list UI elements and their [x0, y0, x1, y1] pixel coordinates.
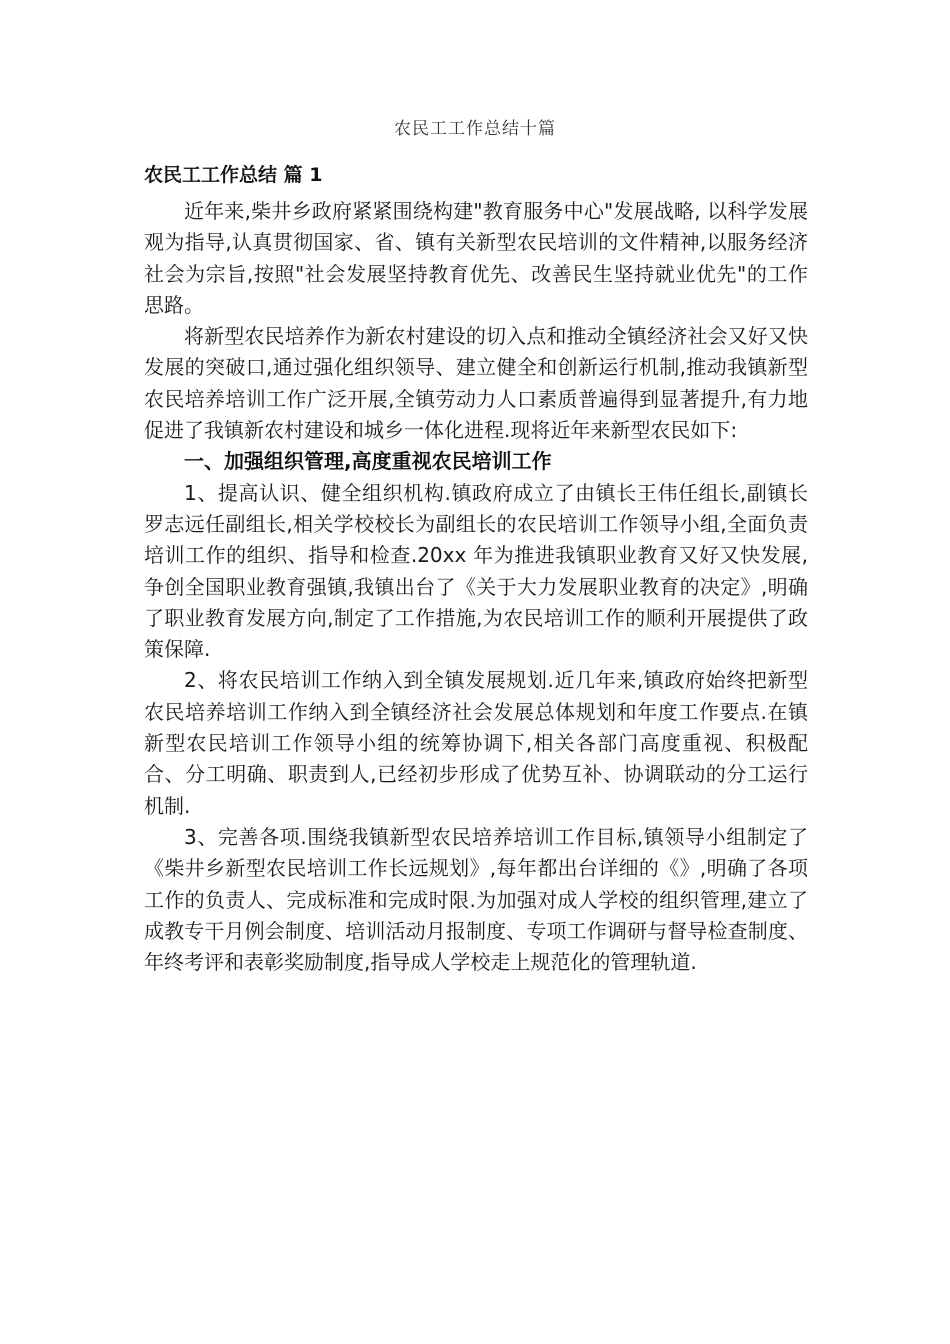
- list-item: 3、完善各项.围绕我镇新型农民培养培训工作目标,镇领导小组制定了《柴井乡新型农民培训工作长远规划》,每年都出台详细的《》,明确了各项工作的负责人、完成标准和完成时限.为加强对成人学校的组织管理,建立了成教专干月例会制度、培训活动月报制度、专项工作调研与督导检查制度、年终考评和表彰奖励制度,指导成人学校走上规范化的管理轨道.: [144, 824, 808, 975]
- document-body: [144, 196, 808, 978]
- list-item: 1、提高认识、健全组织机构.镇政府成立了由镇长王伟任组长,副镇长罗志远任副组长,相关学校校长为副组长的农民培训工作领导小组,全面负责培训工作的组织、指导和检查.20xx 年为推进我镇职业教育又好又快发展,争创全国职业教育强镇,我镇出台了《关于大力发展职业教育的决定》,明确了职业教育发展方向,制定了工作措施,为农民培训工作的顺利开展提供了政策保障.: [144, 480, 808, 662]
- subheading-organization: 一、加强组织管理,高度重视农民培训工作: [184, 449, 552, 474]
- list-item: 2、将农民培训工作纳入到全镇发展规划.近几年来,镇政府始终把新型农民培养培训工作纳入到全镇经济社会发展总体规划和年度工作要点.在镇新型农民培训工作领导小组的统筹协调下,相关各部门高度重视、积极配合、分工明确、职责到人,已经初步形成了优势互补、协调联动的分工运行机制.: [144, 668, 808, 818]
- section-heading: 农民工工作总结 篇 1: [144, 164, 323, 186]
- document-title: 农民工工作总结十篇: [394, 119, 556, 139]
- paragraph-intro: 近年来,柴井乡政府紧紧围绕构建"教育服务中心"发展战略, 以科学发展观为指导,认真贯彻国家、省、镇有关新型农民培训的文件精神,以服务经济社会为宗旨,按照"社会发展坚持教育优先、改善民生坚持就业优先"的工作思路。: [144, 199, 808, 317]
- paragraph-overview: 将新型农民培养作为新农村建设的切入点和推动全镇经济社会又好又快发展的突破口,通过强化组织领导、建立健全和创新运行机制,推动我镇新型农民培养培训工作广泛开展,全镇劳动力人口素质普遍得到显著提升,有力地促进了我镇新农村建设和城乡一体化进程.现将近年来新型农民如下:: [144, 324, 808, 443]
